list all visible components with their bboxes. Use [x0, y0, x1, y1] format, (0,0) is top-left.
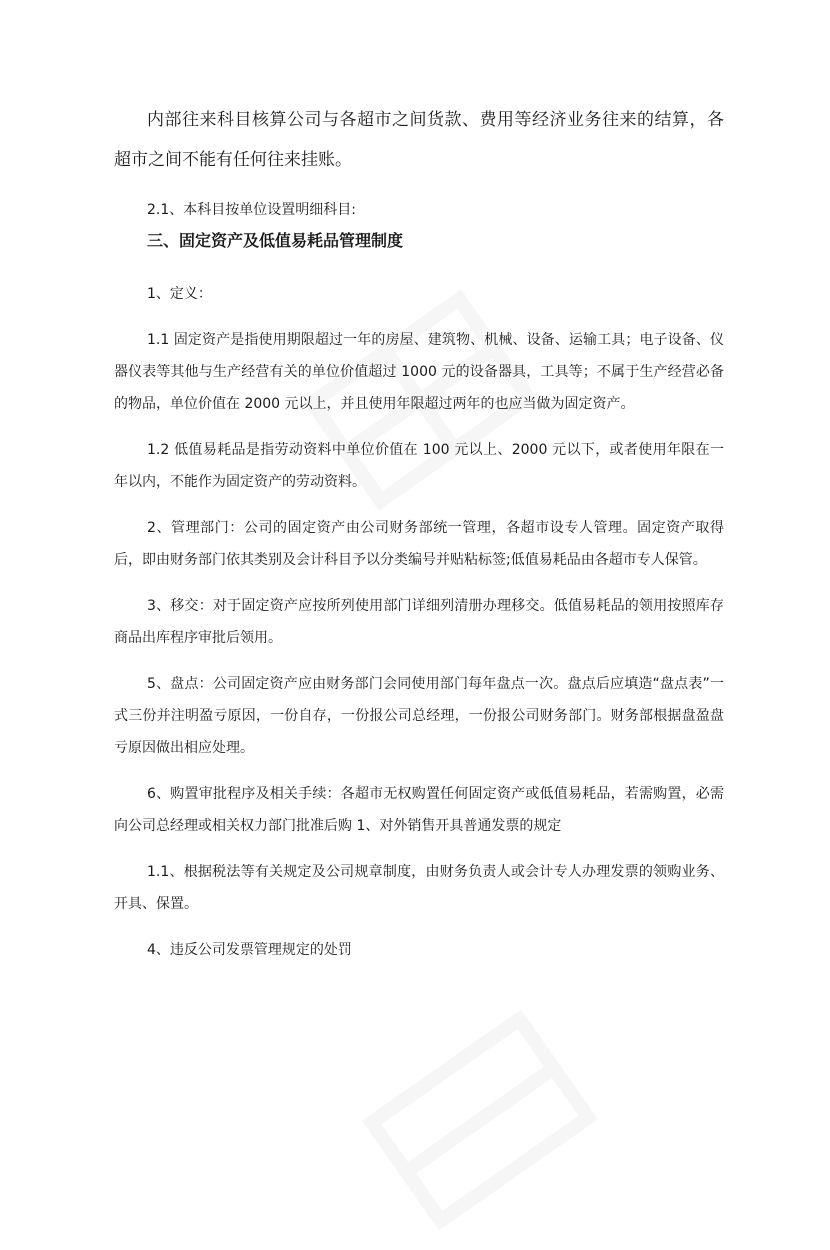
paragraph-fixed-asset-definition: 1.1 固定资产是指使用期限超过一年的房屋、建筑物、机械、设备、运输工具；电子设备、仪器仪表等其他与生产经营有关的单位价值超过 1000 元的设备器具，工具等；不属于生产经营必备的物品，单位价值在 2000 元以上，并且使用年限超过两年的也应当做为固定资产。 — [114, 332, 724, 412]
paragraph-transfer: 3、移交：对于固定资产应按所列使用部门详细列清册办理移交。低值易耗品的领用按照库存商品出库程序审批后领用。 — [114, 598, 724, 646]
paragraph-inventory-count: 5、盘点：公司固定资产应由财务部门会同使用部门每年盘点一次。盘点后应填造“盘点表”一式三份并注明盈亏原因，一份自存，一份报公司总经理，一份报公司财务部门。财务部根据盘盈盘亏原因做出相应处理。 — [114, 676, 724, 756]
paragraph-low-value-consumables: 1.2 低值易耗品是指劳动资料中单位价值在 100 元以上、2000 元以下，或者使用年限在一年以内，不能作为固定资产的劳动资料。 — [114, 442, 724, 490]
section-heading-fixed-assets: 三、固定资产及低值易耗品管理制度 — [147, 231, 404, 250]
paragraph-violation-penalty: 4、违反公司发票管理规定的处罚 — [147, 942, 352, 958]
paragraph-detail-subjects: 2.1、本科目按单位设置明细科目: — [147, 202, 356, 218]
paragraph-internal-accounts: 内部往来科目核算公司与各超市之间货款、费用等经济业务往来的结算，各超市之间不能有任何往来挂账。 — [114, 110, 724, 170]
paragraph-purchase-approval: 6、购置审批程序及相关手续：各超市无权购置任何固定资产或低值易耗品，若需购置，必需向公司总经理或相关权力部门批准后购 1、对外销售开具普通发票的规定 — [114, 786, 724, 834]
watermark-logo-bottom — [330, 990, 630, 1250]
paragraph-definition: 1、定义： — [147, 286, 212, 302]
paragraph-invoice-regulation: 1.1、根据税法等有关规定及公司规章制度，由财务负责人或会计专人办理发票的领购业务、开具、保置。 — [114, 864, 724, 912]
paragraph-management-department: 2、管理部门：公司的固定资产由公司财务部统一管理，各超市设专人管理。固定资产取得后，即由财务部门依其类别及会计科目予以分类编号并贴粘标签;低值易耗品由各超市专人保管。 — [114, 520, 724, 568]
document-body — [114, 100, 724, 966]
